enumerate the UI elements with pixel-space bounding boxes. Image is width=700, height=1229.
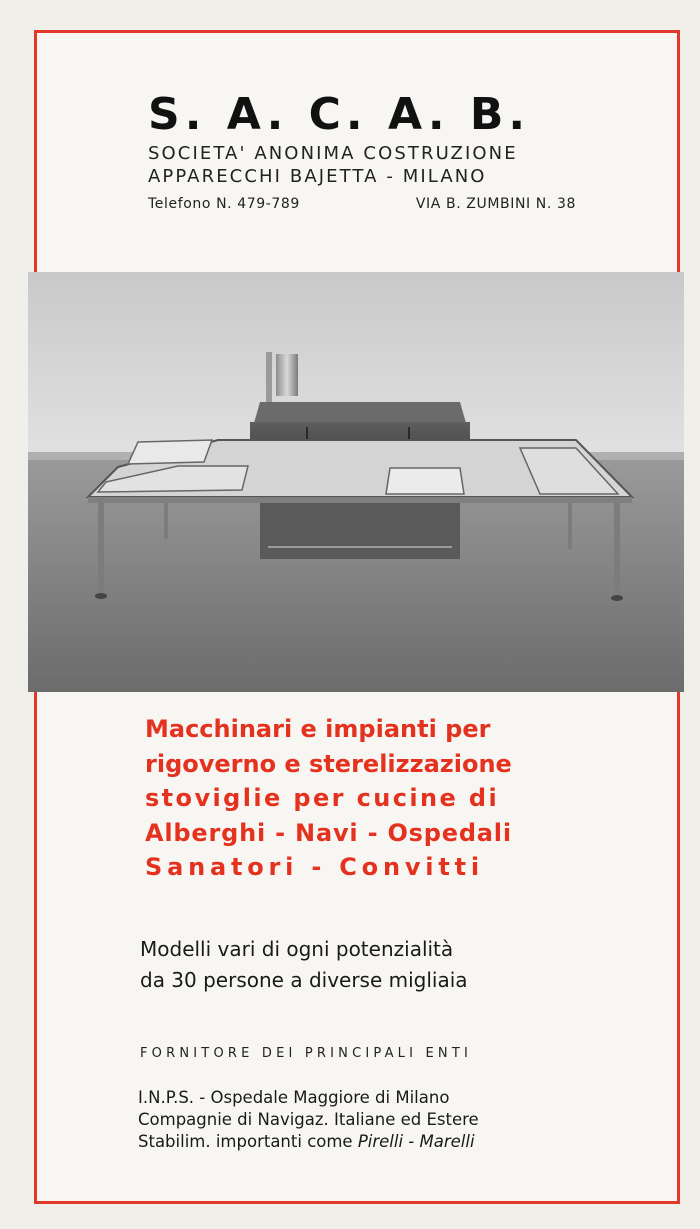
models-line-1: Modelli vari di ogni potenzialità: [140, 937, 454, 961]
headline-line-5: Sanatori - Convitti: [145, 853, 484, 881]
headline-line-2: rigoverno e sterelizzazione: [145, 749, 512, 778]
street-address: VIA B. ZUMBINI N. 38: [415, 196, 576, 212]
company-line-1: SOCIETA' ANONIMA COSTRUZIONE: [148, 143, 518, 164]
clients-line-3-prefix: Stabilim. importanti come: [138, 1132, 358, 1151]
company-line-2: APPARECCHI BAJETTA - MILANO: [148, 166, 487, 187]
company-header: [148, 88, 588, 212]
dishwashing-machine-photo: [28, 272, 684, 692]
company-brand: S. A. C. A. B.: [148, 89, 531, 140]
models-text: [140, 934, 580, 996]
headline-line-3: stoviglie per cucine di: [145, 784, 500, 812]
models-line-2: da 30 persone a diverse migliaia: [140, 968, 468, 992]
suppliers-heading: FORNITORE DEI PRINCIPALI ENTI: [140, 1046, 473, 1061]
clients-line-1: I.N.P.S. - Ospedale Maggiore di Milano: [138, 1088, 450, 1107]
phone-number: Telefono N. 479-789: [148, 196, 300, 212]
contact-row: [148, 196, 576, 212]
headline-line-4: Alberghi - Navi - Ospedali: [145, 818, 512, 847]
clients-list: [138, 1087, 578, 1153]
clients-line-3: [138, 1131, 578, 1153]
headline-block: [145, 712, 585, 885]
clients-line-2: Compagnie di Navigaz. Italiane ed Estere: [138, 1110, 479, 1129]
headline-line-1: Macchinari e impianti per: [145, 715, 491, 743]
clients-brands: Pirelli - Marelli: [357, 1132, 475, 1151]
